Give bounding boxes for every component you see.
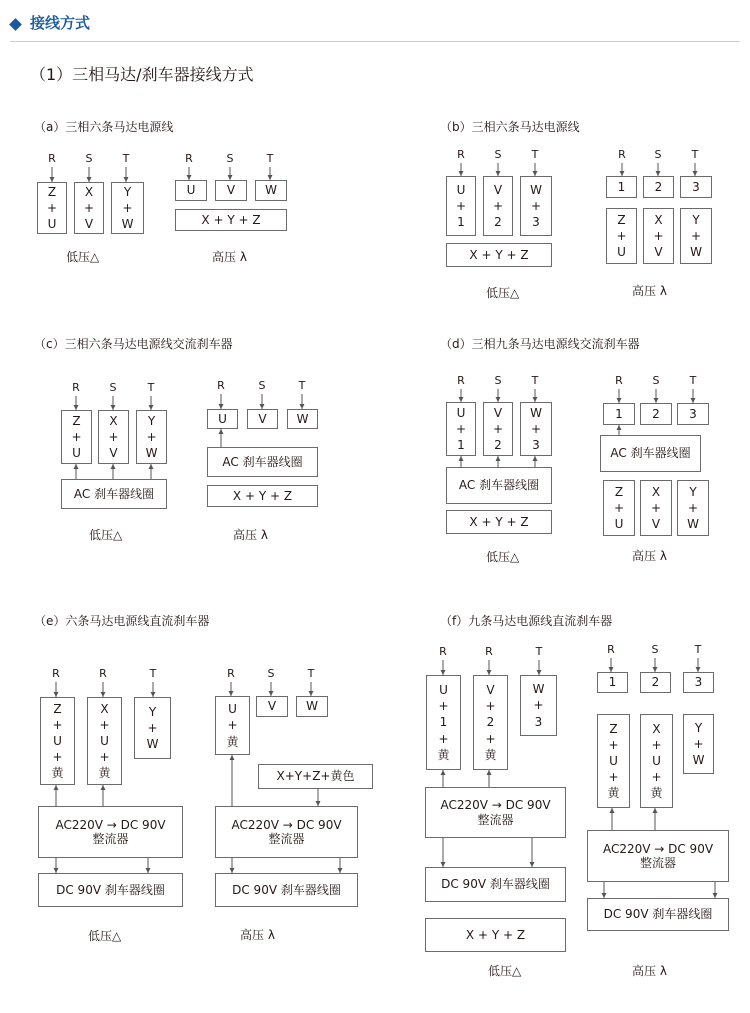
caption-b: （b）三相六条马达电源线 bbox=[440, 120, 580, 134]
terminal-r: R bbox=[618, 148, 626, 161]
terminal-t: T bbox=[531, 148, 539, 161]
star-point-box: X + Y + Z bbox=[175, 209, 287, 231]
winding-box: V bbox=[256, 696, 288, 717]
terminal-t: T bbox=[149, 667, 157, 680]
high-voltage-label: 高压 λ bbox=[240, 928, 275, 942]
winding-box: Y + W bbox=[680, 208, 712, 264]
winding-box: W bbox=[296, 696, 328, 717]
terminal-r: R bbox=[457, 148, 465, 161]
terminal-r: R bbox=[185, 152, 193, 165]
terminal-box: 3 bbox=[677, 403, 709, 425]
winding-box: W bbox=[287, 409, 318, 429]
terminal-s: S bbox=[651, 643, 659, 656]
winding-box: X + U + 黄 bbox=[640, 714, 673, 808]
winding-box: Y + W bbox=[136, 410, 167, 464]
terminal-t: T bbox=[694, 643, 702, 656]
terminal-t: T bbox=[691, 148, 699, 161]
winding-box: U + 1 bbox=[446, 402, 476, 456]
winding-box: W + 3 bbox=[520, 402, 552, 456]
winding-box: Z + U + 黄 bbox=[597, 714, 630, 808]
star-point-box: X + Y + Z bbox=[446, 510, 552, 534]
winding-box: X + U + 黄 bbox=[87, 697, 122, 785]
star-point-box: X + Y + Z bbox=[446, 243, 552, 267]
caption-c: （c）三相六条马达电源线交流刹车器 bbox=[34, 337, 233, 351]
winding-box: U + 1 bbox=[446, 176, 476, 236]
caption-d: （d）三相九条马达电源线交流刹车器 bbox=[440, 337, 640, 351]
section-title: （1）三相马达/刹车器接线方式 bbox=[30, 65, 254, 84]
winding-box: Y + W bbox=[683, 714, 714, 774]
terminal-r: R bbox=[227, 667, 235, 680]
terminal-r: R bbox=[72, 381, 80, 394]
high-voltage-label: 高压 λ bbox=[233, 528, 268, 542]
terminal-box: 2 bbox=[640, 672, 671, 693]
winding-box: Y + W bbox=[677, 480, 709, 536]
winding-box: U bbox=[175, 180, 207, 201]
ac-brake-coil-box: AC 刹车器线圈 bbox=[61, 479, 167, 509]
caption-a: （a）三相六条马达电源线 bbox=[34, 120, 174, 134]
high-voltage-label: 高压 λ bbox=[632, 284, 667, 298]
terminal-box: 3 bbox=[680, 176, 712, 198]
ac-brake-coil-box: AC 刹车器线圈 bbox=[446, 467, 552, 504]
terminal-r: R bbox=[439, 645, 447, 658]
winding-box: V + 2 bbox=[483, 402, 513, 456]
terminal-s: S bbox=[267, 667, 275, 680]
terminal-s: S bbox=[109, 381, 117, 394]
terminal-box: 1 bbox=[606, 176, 637, 198]
winding-box: X + V bbox=[640, 480, 672, 536]
dc-brake-coil-box: DC 90V 刹车器线圈 bbox=[38, 873, 183, 907]
winding-box: X + V bbox=[643, 208, 674, 264]
terminal-s: S bbox=[654, 148, 662, 161]
terminal-r: R bbox=[485, 645, 493, 658]
low-voltage-label: 低压△ bbox=[88, 929, 122, 943]
low-voltage-label: 低压△ bbox=[486, 550, 520, 564]
winding-box: Z + U bbox=[603, 480, 635, 536]
winding-box: U + 1 + 黄 bbox=[426, 675, 461, 770]
ac-brake-coil-box: AC 刹车器线圈 bbox=[600, 435, 701, 472]
winding-box: Z + U + 黄 bbox=[40, 697, 75, 785]
winding-box: V + 2 bbox=[483, 176, 513, 236]
winding-box: Z + U bbox=[37, 182, 67, 234]
terminal-t: T bbox=[266, 152, 274, 165]
terminal-r: R bbox=[52, 667, 60, 680]
rectifier-box: AC220V → DC 90V 整流器 bbox=[215, 806, 358, 858]
winding-box: U + 黄 bbox=[215, 696, 250, 755]
dc-brake-coil-box: DC 90V 刹车器线圈 bbox=[587, 898, 729, 931]
terminal-s: S bbox=[652, 374, 660, 387]
winding-box: V + 2 + 黄 bbox=[473, 675, 508, 770]
winding-box: U bbox=[207, 409, 238, 429]
terminal-r: R bbox=[99, 667, 107, 680]
low-voltage-label: 低压△ bbox=[66, 250, 100, 264]
terminal-t: T bbox=[689, 374, 697, 387]
winding-box: Z + U bbox=[61, 410, 92, 464]
dc-brake-coil-box: DC 90V 刹车器线圈 bbox=[425, 867, 566, 902]
terminal-s: S bbox=[85, 152, 93, 165]
terminal-box: 2 bbox=[640, 403, 672, 425]
winding-box: X + V bbox=[98, 410, 129, 464]
star-point-box: X + Y + Z bbox=[207, 485, 318, 507]
rectifier-box: AC220V → DC 90V 整流器 bbox=[425, 787, 566, 838]
dc-brake-coil-box: DC 90V 刹车器线圈 bbox=[215, 873, 358, 907]
high-voltage-label: 高压 λ bbox=[632, 549, 667, 563]
winding-box: V bbox=[215, 180, 247, 201]
rectifier-box: AC220V → DC 90V 整流器 bbox=[587, 830, 729, 882]
terminal-s: S bbox=[258, 379, 266, 392]
winding-box: V bbox=[247, 409, 278, 429]
caption-e: （e）六条马达电源线直流刹车器 bbox=[34, 614, 210, 628]
star-point-box: X + Y + Z bbox=[425, 918, 566, 952]
header-title: 接线方式 bbox=[30, 14, 91, 32]
terminal-r: R bbox=[457, 374, 465, 387]
winding-box: W + 3 bbox=[520, 176, 552, 236]
terminal-s: S bbox=[494, 148, 502, 161]
winding-box: W bbox=[255, 180, 287, 201]
terminal-r: R bbox=[607, 643, 615, 656]
terminal-t: T bbox=[147, 381, 155, 394]
winding-box: Y + W bbox=[134, 697, 171, 759]
terminal-box: 2 bbox=[643, 176, 674, 198]
caption-f: （f）九条马达电源线直流刹车器 bbox=[440, 614, 613, 628]
terminal-t: T bbox=[122, 152, 130, 165]
low-voltage-label: 低压△ bbox=[89, 528, 123, 542]
terminal-box: 1 bbox=[603, 403, 635, 425]
terminal-s: S bbox=[494, 374, 502, 387]
terminal-s: S bbox=[226, 152, 234, 165]
terminal-t: T bbox=[298, 379, 306, 392]
high-voltage-label: 高压 λ bbox=[212, 250, 247, 264]
star-point-box: X+Y+Z+黄色 bbox=[258, 764, 373, 789]
terminal-r: R bbox=[48, 152, 56, 165]
winding-box: Y + W bbox=[111, 182, 144, 234]
winding-box: W + 3 bbox=[520, 675, 557, 736]
terminal-box: 3 bbox=[683, 672, 714, 693]
winding-box: Z + U bbox=[606, 208, 637, 264]
terminal-r: R bbox=[217, 379, 225, 392]
terminal-t: T bbox=[531, 374, 539, 387]
low-voltage-label: 低压△ bbox=[486, 286, 520, 300]
terminal-t: T bbox=[307, 667, 315, 680]
terminal-box: 1 bbox=[597, 672, 628, 693]
terminal-r: R bbox=[615, 374, 623, 387]
terminal-t: T bbox=[535, 645, 543, 658]
rectifier-box: AC220V → DC 90V 整流器 bbox=[38, 806, 183, 858]
ac-brake-coil-box: AC 刹车器线圈 bbox=[207, 447, 318, 477]
high-voltage-label: 高压 λ bbox=[632, 964, 667, 978]
low-voltage-label: 低压△ bbox=[488, 964, 522, 978]
winding-box: X + V bbox=[74, 182, 104, 234]
